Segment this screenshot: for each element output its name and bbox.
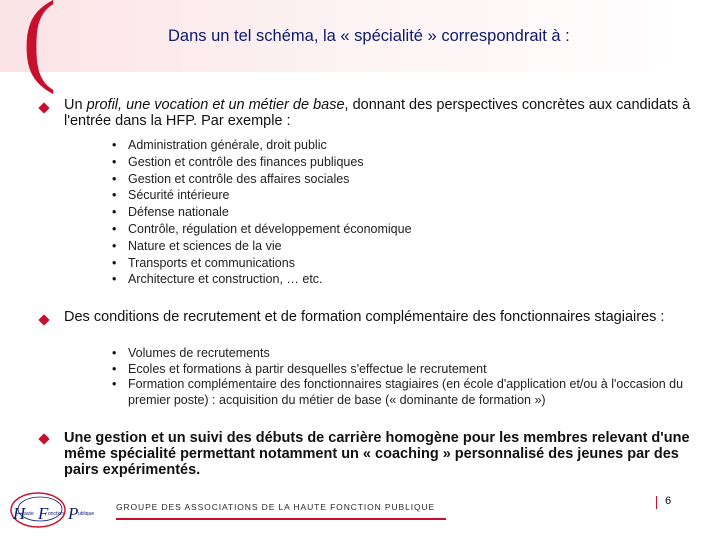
- section-3-text: Une gestion et un suivi des débuts de carrière homogène pour les membres relevant d'une même spécialité permettant notamment un « coaching » personnalisé des jeunes par des pairs expérimentés.: [64, 430, 690, 478]
- list-item: • Gestion et contrôle des affaires sociales: [112, 171, 412, 188]
- list-item: • Volumes de recrutements: [112, 346, 692, 362]
- svg-text:ublique: ublique: [78, 511, 95, 517]
- list-item: • Ecoles et formations à partir desquelles s'effectue le recrutement: [112, 362, 692, 378]
- diamond-bullet-icon: [38, 102, 49, 113]
- list-item: • Architecture et construction, … etc.: [112, 271, 412, 288]
- slide-title: Dans un tel schéma, la « spécialité » correspondrait à :: [168, 27, 570, 45]
- footer-divider: [116, 518, 446, 520]
- page-number: 6: [665, 495, 672, 507]
- svg-text:onction: onction: [48, 511, 65, 517]
- section-1-text: [64, 97, 704, 129]
- svg-text:P: P: [68, 504, 79, 523]
- hfp-logo: [6, 482, 114, 530]
- list-item: • Contrôle, régulation et développement économique: [112, 221, 412, 238]
- diamond-bullet-icon: [38, 433, 49, 444]
- list-item: • Défense nationale: [112, 204, 412, 221]
- section-1-list: [112, 137, 412, 288]
- section-2-list: [112, 346, 692, 408]
- svg-text:H: H: [13, 504, 26, 523]
- svg-text:aute: aute: [24, 511, 34, 517]
- list-item: • Transports et communications: [112, 255, 412, 272]
- footer-organization: GROUPE DES ASSOCIATIONS DE LA HAUTE FONCTION PUBLIQUE: [116, 502, 436, 512]
- page-number-separator: [656, 496, 657, 509]
- diamond-bullet-icon: [38, 314, 49, 325]
- section-1-emphasis: profil, une vocation et un métier de base: [86, 97, 345, 113]
- section-1-intro: Un: [64, 97, 87, 113]
- list-item: • Sécurité intérieure: [112, 187, 412, 204]
- list-item: • Gestion et contrôle des finances publiques: [112, 154, 412, 171]
- list-item: • Formation complémentaire des fonctionnaires stagiaires (en école d'application et/ou à l'occasion du premier poste) : acquisition du métier de base (« dominante de formation »): [112, 377, 692, 408]
- svg-text:F: F: [38, 504, 49, 523]
- decorative-parenthesis: (: [22, 0, 57, 95]
- section-2-text: Des conditions de recrutement et de formation complémentaire des fonctionnaires stagiaires :: [64, 309, 665, 325]
- section-1-rest: , donnant des perspectives concrètes aux candidats à l'entrée dans la HFP. Par exemple :: [64, 97, 691, 129]
- list-item: • Administration générale, droit public: [112, 137, 412, 154]
- list-item: • Nature et sciences de la vie: [112, 238, 412, 255]
